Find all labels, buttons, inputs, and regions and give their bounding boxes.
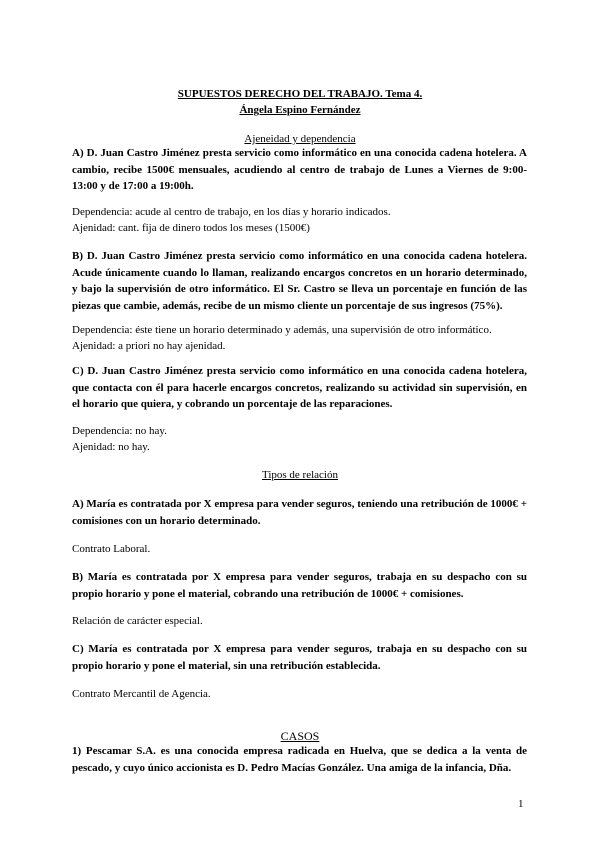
page-number: 1 — [518, 798, 524, 810]
case-a-statement: A) D. Juan Castro Jiménez presta servicio como informático en una conocida cadena hotelera. A cambio, recibe 1500€ mensuales, acudiendo al centro de trabajo de Lunes a Viernes de 9:00-13:00 y de 17:00 a 19:00h. — [72, 147, 527, 192]
case-b-dependencia: Dependencia: éste tiene un horario determinado y además, una supervisión de otro informático. — [72, 324, 492, 336]
relation-c-statement: C) María es contratada por X empresa para vender seguros, trabaja en su despacho con su propio horario y pone el material, sin una retribución establecida. — [72, 643, 527, 672]
document-author: Ángela Espino Fernández — [239, 104, 361, 116]
relation-b-statement: B) María es contratada por X empresa para vender seguros, trabaja en su despacho con su propio horario y pone el material, cobrando una retribución de 1000€ + comisiones. — [72, 571, 527, 600]
relation-a-answer: Contrato Laboral. — [72, 543, 151, 555]
case-1-statement: 1) Pescamar S.A. es una conocida empresa radicada en Huelva, que se dedica a la venta de pescado, y cuyo único accionista es D. Pedro Macías González. Una amiga de la infancia, Dña. — [72, 745, 527, 774]
section-heading-casos: CASOS — [280, 729, 320, 743]
section-heading-tipos: Tipos de relación — [262, 469, 338, 481]
document-title: SUPUESTOS DERECHO DEL TRABAJO. Tema 4. — [177, 88, 423, 100]
case-c-statement: C) D. Juan Castro Jiménez presta servicio como informático en una conocida cadena hotelera, que contacta con él para hacerle encargos concretos, realizando su actividad sin supervisión, en el horario que quiera, y cobrando un porcentaje de las reparaciones. — [72, 365, 527, 410]
section-heading-ajeneidad: Ajeneidad y dependencia — [244, 133, 356, 145]
case-c-dependencia: Dependencia: no hay. — [72, 425, 167, 437]
relation-c-answer: Contrato Mercantil de Agencia. — [72, 688, 211, 700]
case-b-statement: B) D. Juan Castro Jiménez presta servicio como informático en una conocida cadena hotelera. Acude únicamente cuando lo llaman, realizando encargos concretos en un horario determinado, y bajo la supervisión de otro informático. El Sr. Castro se lleva un porcentaje en función de las piezas que cambie, además, recibe de un mismo cliente un porcentaje de sus ingresos (75%). — [72, 250, 527, 312]
case-b-ajenidad: Ajenidad: a priori no hay ajenidad. — [72, 340, 226, 352]
case-a-dependencia: Dependencia: acude al centro de trabajo, en los días y horario indicados. — [72, 206, 391, 218]
case-a-ajenidad: Ajenidad: cant. fija de dinero todos los meses (1500€) — [72, 222, 310, 234]
relation-a-statement: A) María es contratada por X empresa para vender seguros, teniendo una retribución de 1000€ + comisiones con un horario determinado. — [72, 498, 527, 527]
case-c-ajenidad: Ajenidad: no hay. — [72, 441, 150, 453]
relation-b-answer: Relación de carácter especial. — [72, 615, 203, 627]
